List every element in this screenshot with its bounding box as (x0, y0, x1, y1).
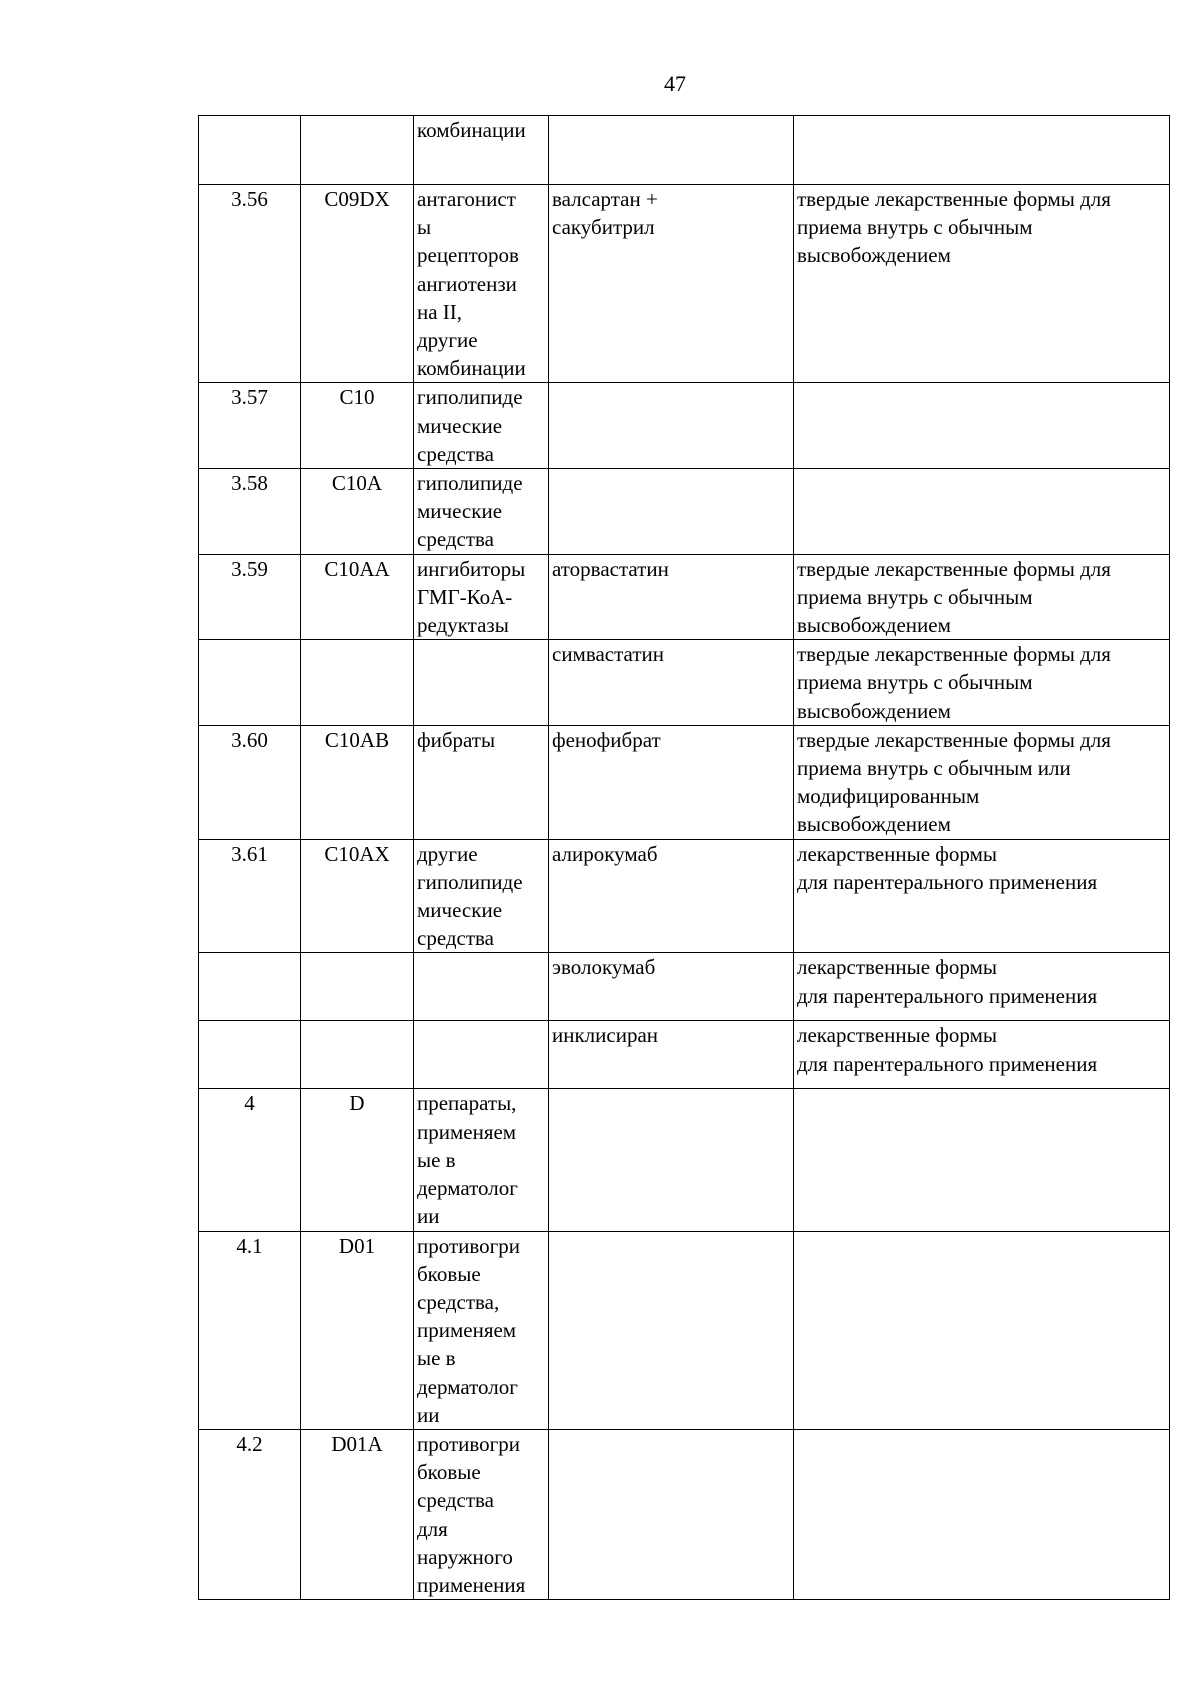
group-name-cell: ингибиторы ГМГ-КоА- редуктазы (414, 554, 549, 640)
row-number-cell: 4.1 (199, 1231, 301, 1429)
atc-code-cell: C10AA (301, 554, 414, 640)
row-number-cell: 4.2 (199, 1429, 301, 1599)
atc-code-cell: C10 (301, 383, 414, 469)
row-number-cell (199, 953, 301, 1021)
substance-cell: аторвастатин (549, 554, 794, 640)
group-name-cell (414, 640, 549, 726)
dosage-form-cell: твердые лекарственные формы для приема внутрь с обычным высвобождением (794, 640, 1170, 726)
table-row (199, 1021, 1170, 1089)
dosage-form-cell (794, 1231, 1170, 1429)
group-name-cell: гиполипиде мические средства (414, 469, 549, 555)
group-name-cell: гиполипиде мические средства (414, 383, 549, 469)
table-row (199, 839, 1170, 953)
dosage-form-cell (794, 1429, 1170, 1599)
row-number-cell: 3.59 (199, 554, 301, 640)
row-number-cell (199, 1021, 301, 1089)
dosage-form-cell: лекарственные формы для парентерального применения (794, 1021, 1170, 1089)
table-row (199, 953, 1170, 1021)
table-row (199, 383, 1170, 469)
atc-code-cell (301, 116, 414, 185)
atc-code-cell (301, 1021, 414, 1089)
row-number-cell: 3.60 (199, 725, 301, 839)
dosage-form-cell: лекарственные формы для парентерального применения (794, 953, 1170, 1021)
atc-code-cell: C10A (301, 469, 414, 555)
table-row (199, 185, 1170, 383)
row-number-cell (199, 116, 301, 185)
atc-code-cell: D (301, 1089, 414, 1231)
table-row (199, 725, 1170, 839)
table-row (199, 1231, 1170, 1429)
table-row (199, 1089, 1170, 1231)
row-number-cell (199, 640, 301, 726)
row-number-cell: 3.56 (199, 185, 301, 383)
atc-code-cell (301, 953, 414, 1021)
atc-code-cell: C10AX (301, 839, 414, 953)
table-row (199, 640, 1170, 726)
group-name-cell: противогри бковые средства для наружного применения (414, 1429, 549, 1599)
substance-cell (549, 1089, 794, 1231)
atc-code-cell: D01 (301, 1231, 414, 1429)
page-number: 47 (664, 71, 686, 96)
row-number-cell: 3.57 (199, 383, 301, 469)
row-number-cell: 3.58 (199, 469, 301, 555)
dosage-form-cell (794, 116, 1170, 185)
dosage-form-cell (794, 383, 1170, 469)
dosage-form-cell: твердые лекарственные формы для приема внутрь с обычным высвобождением (794, 185, 1170, 383)
drug-table (198, 115, 1170, 1600)
substance-cell: валсартан + сакубитрил (549, 185, 794, 383)
substance-cell: фенофибрат (549, 725, 794, 839)
table-row (199, 116, 1170, 185)
group-name-cell: препараты, применяем ые в дерматолог ии (414, 1089, 549, 1231)
substance-cell: симвастатин (549, 640, 794, 726)
group-name-cell: противогри бковые средства, применяем ые в дерматолог ии (414, 1231, 549, 1429)
atc-code-cell: D01A (301, 1429, 414, 1599)
substance-cell (549, 1231, 794, 1429)
table-row (199, 469, 1170, 555)
atc-code-cell: C09DX (301, 185, 414, 383)
group-name-cell: комбинации (414, 116, 549, 185)
substance-cell (549, 116, 794, 185)
group-name-cell: антагонист ы рецепторов ангиотензи на II, другие комбинации (414, 185, 549, 383)
substance-cell: эволокумаб (549, 953, 794, 1021)
dosage-form-cell: твердые лекарственные формы для приема внутрь с обычным высвобождением (794, 554, 1170, 640)
group-name-cell: другие гиполипиде мические средства (414, 839, 549, 953)
substance-cell: алирокумаб (549, 839, 794, 953)
table-row (199, 554, 1170, 640)
atc-code-cell (301, 640, 414, 726)
group-name-cell (414, 1021, 549, 1089)
dosage-form-cell: лекарственные формы для парентерального применения (794, 839, 1170, 953)
group-name-cell: фибраты (414, 725, 549, 839)
substance-cell (549, 469, 794, 555)
substance-cell: инклисиран (549, 1021, 794, 1089)
row-number-cell: 4 (199, 1089, 301, 1231)
table-row (199, 1429, 1170, 1599)
substance-cell (549, 383, 794, 469)
dosage-form-cell (794, 469, 1170, 555)
dosage-form-cell: твердые лекарственные формы для приема внутрь с обычным или модифицированным высвобождением (794, 725, 1170, 839)
row-number-cell: 3.61 (199, 839, 301, 953)
dosage-form-cell (794, 1089, 1170, 1231)
atc-code-cell: C10AB (301, 725, 414, 839)
substance-cell (549, 1429, 794, 1599)
group-name-cell (414, 953, 549, 1021)
